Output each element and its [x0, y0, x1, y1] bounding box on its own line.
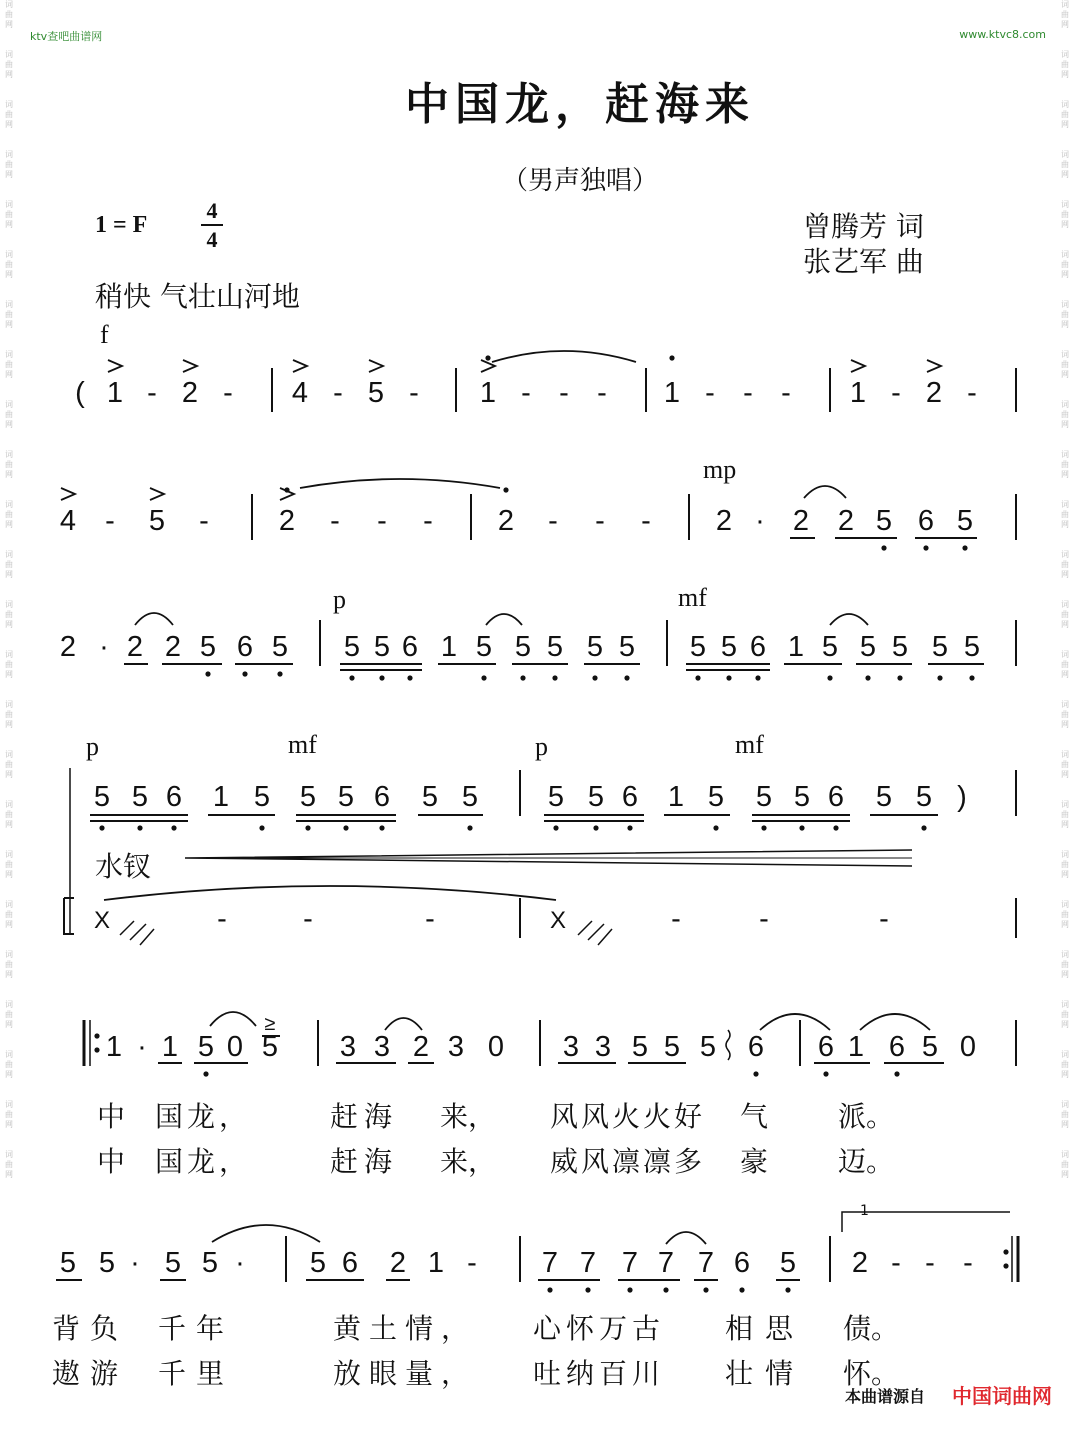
lyric: 遨游	[52, 1357, 129, 1390]
note: 6	[401, 631, 419, 663]
lyric: 怀。	[843, 1357, 900, 1390]
slur	[486, 614, 522, 625]
octave-dot	[305, 825, 310, 830]
repeat-dot	[94, 1033, 99, 1038]
note: 5	[201, 1247, 219, 1279]
time-signature-bottom: 4	[206, 227, 218, 252]
note: 5	[299, 781, 317, 813]
note: 5	[618, 631, 636, 663]
high-dot	[503, 487, 508, 492]
note: 5	[821, 631, 839, 663]
source-label: 本曲谱源自	[845, 1387, 926, 1406]
tremolo	[598, 929, 612, 945]
note: 3	[447, 1031, 465, 1063]
lyricist-credit: 曾腾芳 词	[803, 210, 924, 243]
note: 5	[921, 1031, 939, 1063]
note: 5	[779, 1247, 797, 1279]
lyric: 放眼量，	[333, 1357, 478, 1390]
octave-dot	[962, 545, 967, 550]
tremolo	[140, 929, 154, 945]
dash: -	[330, 505, 340, 537]
dash: -	[223, 377, 233, 409]
slur	[135, 613, 173, 625]
dash: -	[409, 377, 419, 409]
repeat-dot	[1003, 1249, 1008, 1254]
lyric: 中	[97, 1145, 126, 1178]
lyric: 国龙，	[155, 1100, 252, 1133]
note: 1	[440, 631, 458, 663]
slur	[760, 1014, 830, 1030]
dynamic-f: f	[100, 320, 109, 349]
lyric: 相思	[725, 1312, 806, 1345]
octave-dot	[171, 825, 176, 830]
accent-mark	[61, 488, 75, 500]
octave-dot	[833, 825, 838, 830]
octave-dot	[624, 675, 629, 680]
octave-dot	[627, 825, 632, 830]
octave-dot	[277, 671, 282, 676]
octave-dot	[881, 545, 886, 550]
lyric: 吐纳百川	[533, 1357, 666, 1390]
dynamic-p-3: p	[535, 732, 548, 761]
note: 3	[339, 1031, 357, 1063]
note: 5	[373, 631, 391, 663]
note: 5	[915, 781, 933, 813]
lyric: 威风凛凛多	[550, 1145, 706, 1178]
note: 5	[755, 781, 773, 813]
dash: -	[521, 377, 531, 409]
note: 2	[851, 1247, 869, 1279]
dash: ·	[235, 1247, 245, 1279]
dynamic-mf-1: mf	[678, 583, 707, 612]
octave-dot	[726, 675, 731, 680]
dynamic-mp: mp	[703, 455, 737, 484]
note: 7	[657, 1247, 675, 1279]
dash: ·	[137, 1031, 147, 1063]
octave-dot	[695, 675, 700, 680]
note: 7	[579, 1247, 597, 1279]
volta-bracket	[842, 1212, 1010, 1232]
lyric: 背负	[52, 1312, 129, 1345]
octave-dot	[585, 1287, 590, 1292]
tremolo	[578, 921, 592, 935]
note: 1	[847, 1031, 865, 1063]
octave-dot	[823, 1071, 828, 1076]
note: 2	[837, 505, 855, 537]
dynamic-mf-2: mf	[288, 730, 317, 759]
lyric: 壮情	[725, 1357, 806, 1390]
song-subtitle: （男声独唱）	[501, 166, 658, 196]
note: 4	[59, 505, 77, 537]
lyric: 千里	[158, 1357, 235, 1390]
note: 1	[106, 377, 124, 409]
lyric: 心怀万古	[533, 1312, 666, 1345]
slur	[104, 886, 556, 900]
octave-dot	[755, 675, 760, 680]
dash: -	[781, 377, 791, 409]
note: 6	[621, 781, 639, 813]
note: 5	[98, 1247, 116, 1279]
note: 5	[631, 1031, 649, 1063]
lyric: 中	[97, 1100, 126, 1133]
dash: -	[467, 1247, 477, 1279]
octave-dot	[799, 825, 804, 830]
note: 5	[956, 505, 974, 537]
lyric: 来，	[440, 1100, 497, 1133]
octave-dot	[205, 671, 210, 676]
note: 2	[181, 377, 199, 409]
note: 5	[59, 1247, 77, 1279]
note: 5	[514, 631, 532, 663]
accent-mark	[369, 360, 383, 372]
note: 5	[261, 1031, 279, 1063]
note: 5	[587, 781, 605, 813]
dynamic-mf-3: mf	[735, 730, 764, 759]
note: 5	[131, 781, 149, 813]
note: 6	[917, 505, 935, 537]
note: 2	[715, 505, 733, 537]
octave-dot	[343, 825, 348, 830]
slur	[300, 479, 500, 488]
note: 5	[421, 781, 439, 813]
note: 5	[93, 781, 111, 813]
octave-dot	[137, 825, 142, 830]
note: 1	[787, 631, 805, 663]
note: 1	[105, 1031, 123, 1063]
note: 1	[663, 377, 681, 409]
note: 6	[341, 1247, 359, 1279]
slur	[830, 614, 868, 625]
dash: -	[425, 903, 435, 935]
note: 5	[461, 781, 479, 813]
note: 2	[412, 1031, 430, 1063]
note: 2	[792, 505, 810, 537]
note: 5	[707, 781, 725, 813]
octave-dot	[520, 675, 525, 680]
glissando	[726, 1030, 730, 1060]
octave-dot	[897, 675, 902, 680]
note: 5	[271, 631, 289, 663]
lyric: 派。	[838, 1100, 895, 1133]
note: 7	[621, 1247, 639, 1279]
slur	[666, 1232, 706, 1244]
note: 5	[663, 1031, 681, 1063]
octave-dot	[761, 825, 766, 830]
octave-dot	[552, 675, 557, 680]
note: 6	[373, 781, 391, 813]
note: 3	[594, 1031, 612, 1063]
octave-dot	[703, 1287, 708, 1292]
note: 3	[562, 1031, 580, 1063]
dash: -	[641, 505, 651, 537]
octave-dot	[379, 825, 384, 830]
dash: -	[967, 377, 977, 409]
note: 5	[699, 1031, 717, 1063]
dash: -	[559, 377, 569, 409]
octave-dot	[785, 1287, 790, 1292]
note: 5	[199, 631, 217, 663]
song-title: 中国龙，赶海来	[405, 79, 755, 130]
note: 2	[497, 505, 515, 537]
lyric: 豪	[740, 1145, 769, 1178]
note: 5	[875, 781, 893, 813]
composer-credit: 张艺军 曲	[803, 245, 924, 278]
note: 2	[59, 631, 77, 663]
note: 5	[197, 1031, 215, 1063]
note: 3	[373, 1031, 391, 1063]
note: 5	[253, 781, 271, 813]
lyric: 气	[740, 1100, 769, 1133]
octave-dot	[827, 675, 832, 680]
lyric: 迈。	[838, 1145, 895, 1178]
dash: -	[548, 505, 558, 537]
note: 5	[547, 781, 565, 813]
percussion-bracket	[64, 898, 74, 934]
note: 6	[827, 781, 845, 813]
accent-mark	[183, 360, 197, 372]
octave-dot	[713, 825, 718, 830]
note: 5	[337, 781, 355, 813]
note: 1	[427, 1247, 445, 1279]
octave-dot	[739, 1287, 744, 1292]
note: 1	[479, 377, 497, 409]
note: 5	[343, 631, 361, 663]
lyric: 赶海	[330, 1100, 399, 1133]
octave-dot	[349, 675, 354, 680]
note: 1	[212, 781, 230, 813]
note: 1	[667, 781, 685, 813]
note: 5	[475, 631, 493, 663]
dash: ·	[130, 1247, 140, 1279]
dash: -	[891, 377, 901, 409]
octave-dot	[407, 675, 412, 680]
note: 5	[720, 631, 738, 663]
note: 2	[389, 1247, 407, 1279]
dash: -	[671, 903, 681, 935]
dash: -	[423, 505, 433, 537]
dash: -	[743, 377, 753, 409]
accent-mark	[108, 360, 122, 372]
octave-dot	[379, 675, 384, 680]
accent-mark: ≥	[264, 1013, 276, 1035]
octave-dot	[937, 675, 942, 680]
note: 0	[226, 1031, 244, 1063]
dash: -	[199, 505, 209, 537]
dash: ·	[755, 505, 765, 537]
source-site[interactable]: 中国词曲网	[952, 1384, 1052, 1408]
note: 5	[586, 631, 604, 663]
percussion-note: X	[549, 907, 567, 934]
slur	[860, 1014, 930, 1030]
tempo-marking: 稍快 气壮山河地	[95, 280, 300, 313]
key-signature: 1 = F	[95, 212, 148, 238]
slur	[804, 486, 846, 498]
dash: -	[891, 1247, 901, 1279]
note: 5	[891, 631, 909, 663]
accent-mark	[851, 360, 865, 372]
note: 5	[309, 1247, 327, 1279]
octave-dot	[923, 545, 928, 550]
note: 6	[747, 1031, 765, 1063]
side-watermark-right: 词 曲 网 词 曲 网 词 曲 网 词 曲 网 词 曲 网 词 曲 网 词 曲 网 词 曲 网 词 曲 网 词 曲 网 词 曲 网 词 曲 网 词 曲 网 词 曲 网 词 曲 网 词 曲 网 词 曲 网 词 曲 网 词 曲 网 词 曲 网 词 曲 网 词 曲 网 词 曲 网 词 曲 网	[1061, 0, 1069, 1179]
note: 6	[733, 1247, 751, 1279]
octave-dot	[99, 825, 104, 830]
octave-dot	[865, 675, 870, 680]
accent-mark	[927, 360, 941, 372]
high-dot	[485, 355, 490, 360]
tremolo	[588, 924, 604, 940]
high-dot	[284, 487, 289, 492]
octave-dot	[481, 675, 486, 680]
dash: -	[377, 505, 387, 537]
note: 6	[888, 1031, 906, 1063]
side-watermark-left: 词 曲 网 词 曲 网 词 曲 网 词 曲 网 词 曲 网 词 曲 网 词 曲 网 词 曲 网 词 曲 网 词 曲 网 词 曲 网 词 曲 网 词 曲 网 词 曲 网 词 曲 网 词 曲 网 词 曲 网 词 曲 网 词 曲 网 词 曲 网 词 曲 网 词 曲 网 词 曲 网 词 曲 网	[5, 0, 13, 1179]
note: 6	[817, 1031, 835, 1063]
repeat-dot	[94, 1047, 99, 1052]
note: 5	[875, 505, 893, 537]
octave-dot	[553, 825, 558, 830]
paren: )	[957, 781, 967, 813]
octave-dot	[593, 825, 598, 830]
lyric: 风风火火好	[550, 1100, 706, 1133]
octave-dot	[627, 1287, 632, 1292]
octave-dot	[592, 675, 597, 680]
note: 5	[164, 1247, 182, 1279]
note: 2	[278, 505, 296, 537]
lyric: 来，	[440, 1145, 497, 1178]
note: 1	[161, 1031, 179, 1063]
dash: -	[759, 903, 769, 935]
slur	[212, 1225, 320, 1242]
lyric: 黄土情，	[333, 1312, 478, 1345]
lyric: 千年	[158, 1312, 235, 1345]
note: 7	[541, 1247, 559, 1279]
time-signature-top: 4	[206, 198, 218, 223]
note: 0	[487, 1031, 505, 1063]
note: 6	[749, 631, 767, 663]
dash: -	[105, 505, 115, 537]
lyric: 赶海	[330, 1145, 399, 1178]
note: 5	[367, 377, 385, 409]
dynamic-p-1: p	[333, 585, 346, 614]
instrument-label: 水钗	[95, 850, 152, 883]
lyric: 债。	[843, 1312, 900, 1345]
note: 5	[148, 505, 166, 537]
octave-dot	[467, 825, 472, 830]
note: 7	[697, 1247, 715, 1279]
octave-dot	[663, 1287, 668, 1292]
dash: -	[705, 377, 715, 409]
volta-number: 1	[860, 1203, 869, 1219]
note: 2	[126, 631, 144, 663]
accent-mark	[150, 488, 164, 500]
note: 2	[925, 377, 943, 409]
tremolo	[130, 924, 146, 940]
note: 5	[859, 631, 877, 663]
octave-dot	[753, 1071, 758, 1076]
note: 4	[291, 377, 309, 409]
note: 0	[959, 1031, 977, 1063]
note: 5	[793, 781, 811, 813]
dash: -	[925, 1247, 935, 1279]
note: 5	[689, 631, 707, 663]
dash: -	[963, 1247, 973, 1279]
slur	[385, 1018, 422, 1030]
note: 2	[164, 631, 182, 663]
dash: -	[879, 903, 889, 935]
octave-dot	[203, 1071, 208, 1076]
repeat-dot	[1003, 1263, 1008, 1268]
dash: -	[217, 903, 227, 935]
note: 5	[931, 631, 949, 663]
dash: -	[333, 377, 343, 409]
note: 1	[849, 377, 867, 409]
slur	[492, 351, 636, 362]
octave-dot	[547, 1287, 552, 1292]
watermark-left: ktv查吧曲谱网	[30, 30, 103, 43]
dynamic-p-2: p	[86, 732, 99, 761]
lyric: 国龙，	[155, 1145, 252, 1178]
watermark-right: www.ktvc8.com	[959, 28, 1046, 41]
octave-dot	[259, 825, 264, 830]
high-dot	[669, 355, 674, 360]
tremolo	[120, 921, 134, 935]
accent-mark	[293, 360, 307, 372]
paren: (	[75, 377, 85, 409]
dash: ·	[99, 631, 109, 663]
dash: -	[595, 505, 605, 537]
octave-dot	[894, 1071, 899, 1076]
dash: -	[147, 377, 157, 409]
dash: -	[303, 903, 313, 935]
note: 6	[165, 781, 183, 813]
slur	[210, 1012, 256, 1026]
octave-dot	[969, 675, 974, 680]
note: 5	[963, 631, 981, 663]
octave-dot	[921, 825, 926, 830]
percussion-note: X	[93, 907, 111, 934]
octave-dot	[242, 671, 247, 676]
note: 6	[236, 631, 254, 663]
note: 5	[546, 631, 564, 663]
dash: -	[597, 377, 607, 409]
